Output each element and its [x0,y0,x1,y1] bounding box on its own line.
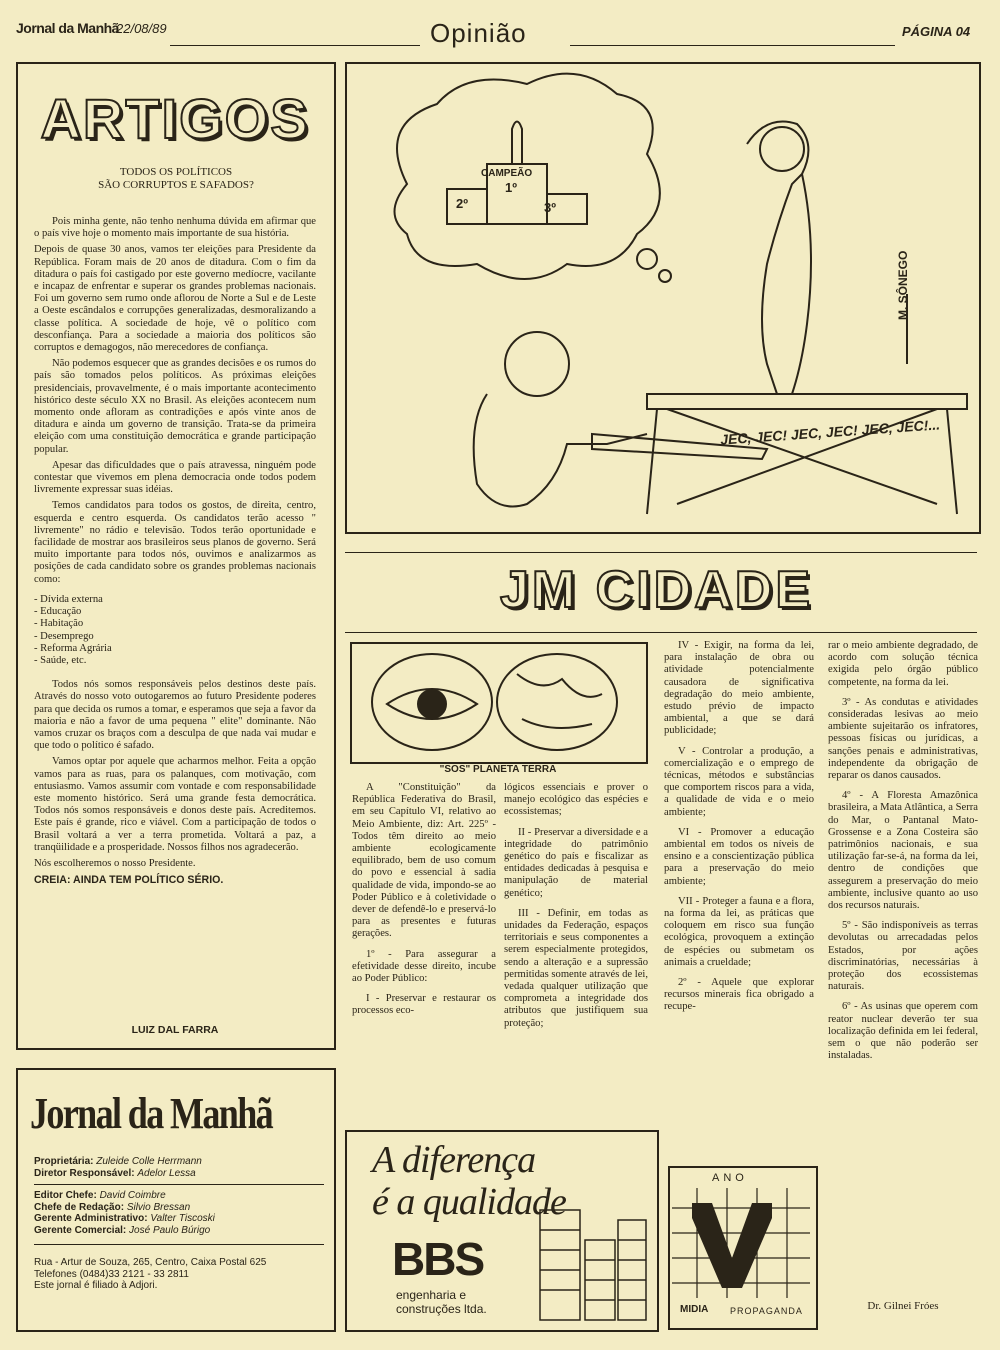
podium-figure [512,122,522,165]
globe-right [497,654,617,750]
credit-line [34,1202,324,1214]
credit-line [34,1156,324,1168]
column-paragraph: VII - Proteger a fauna e a flora, na forma da lei, as práticas que coloquem em risco sua função ecológica, provoquem a extinção de espécies ou submetam os animais a crueldade; [664,895,814,968]
artigos-paragraph: Não podemos esquecer que as grandes decisões e os rumos do país são tomados pelos políticos. As próximas eleições presidenciais, provavelmente, é o mais importante acontecimento histórico deste século XX no Brasil. As eleições acontecem num momento onde afloram as contradições e após vinte anos de ditadura e ainda um governo de transição. Trata-se da primeira eleição com uma constituição democrática e grande participação popular. [34,358,316,455]
header-date: 22/08/89 [116,21,167,36]
podium-number: 3º [544,200,556,215]
column-paragraph: III - Definir, em todas as unidades da Federação, espaços territoriais e seus componentes a serem especialmente protegidos, sendo a alteração e a supressão permitidas somente através de lei, vedada qualquer utilização que comprometa a integridade dos atributos que justifiquem sua proteção; [504,907,648,1029]
column-paragraph: A "Constituição" da República Federativa do Brasil, em seu Capítulo VI, relativo ao Meio Ambiente, diz: Art. 225º - Todos têm direito ao meio ambiente ecologicamente equilibrado, bem de uso comum do povo e essencial à sadia qualidade de vida, impondo-se ao Poder Público e à coletividade o dever de defendê-lo e preservá-lo para as presentes e futuras gerações. [352,782,496,940]
credit-label: Diretor Responsável: [34,1167,135,1179]
ad-midia-sub: PROPAGANDA [730,1306,803,1316]
tiger-head [760,127,804,171]
list-item: - Educação [34,606,82,618]
ad-bbs-headline: A diferença [372,1139,536,1181]
continents [517,674,602,728]
ad-bbs-skyline [490,1200,650,1324]
column-paragraph: IV - Exigir, na forma da lei, para instalação de obra ou atividade potencialmente causadora de significativa degradação do meio ambiente, estudo prévio de impacto ambiental, a que se dará publicidade; [664,640,814,737]
divider [34,1184,324,1185]
cidade-column-3 [664,640,814,1022]
address-line: Rua - Artur de Souza, 265, Centro, Caixa Postal 625 [34,1257,267,1268]
header-logo: Jornal da Manhã [16,20,119,36]
artigos-paragraph: Apesar das dificuldades que o país atravessa, ninguém pode contestar que vivemos em plena democracia onde todos podem livremente expressar suas idéias. [34,459,316,496]
thought-bubble [659,270,671,282]
artigos-paragraph: Pois minha gente, não tenho nenhuma dúvida em afirmar que o país vive hoje o momento mais importante de sua história. [34,216,316,240]
saw-text: JEC, JEC! JEC, JEC! JEC, JEC!... [719,416,941,448]
ad-bbs-headline: é a qualidade [372,1181,566,1223]
credit-line [34,1168,324,1180]
cidade-rule [345,632,977,633]
credit-value: José Paulo Búrigo [129,1224,211,1236]
column-paragraph: rar o meio ambiente degradado, de acordo com solução técnica exigida pelo órgão público competente, na forma da lei. [828,640,978,688]
section-title: Opinião [430,18,527,48]
column-paragraph: V - Controlar a produção, a comercialização e o emprego de técnicas, métodos e substâncias que comportem riscos para a vida, a qualidade de vida e o meio ambiente; [664,745,814,818]
ad-bbs-brand: BBS [392,1233,484,1285]
cidade-column-1 [352,782,496,1026]
credit-value: David Coimbre [99,1190,166,1201]
podium-number: 1º [505,180,517,195]
ad-midia-ano: ANO [712,1172,748,1184]
column-paragraph: 4º - A Floresta Amazônica brasileira, a Mata Atlântica, a Serra do Mar, o Pantanal Mato-Grossense e a Zona Costeira são patrimônios nacionais, e sua utilização far-se-á, na forma da lei, dentro de condições que assegurem a preservação do meio ambiente, inclusive quanto ao uso dos recursos naturais. [828,790,978,912]
credit-line [34,1225,324,1237]
credit-value: Adelor Lessa [137,1167,196,1179]
masthead-title: Jornal da Manhã [30,1089,273,1138]
list-item: - Desemprego [34,630,94,642]
ad-midia-logo [672,1188,810,1298]
credit-value: Zuleide Colle Herrmann [96,1156,202,1167]
ad-bbs-sub: engenharia e [396,1288,467,1302]
cartoon-signature: M. SÔNEGO [896,250,910,320]
artigos-paragraph: Vamos optar por aquele que acharmos melhor. Feita a opção vamos para as ruas, para os palanques, com motivação, com entusiasmo. Vamos assumir com vontade e com responsabilidade este momento histórico. Será uma grande festa democrática. Todos nós somos responsáveis e donos deste país. Acreditemos. Este país é grande, rico e viável. Com a participação de todos o Brasil voltará a ver a terra prometida. Voltará a paz, a tranqüilidade e a prosperidade. Nossos filhos nos agradecerão. [34,756,316,853]
artigos-author: LUIZ DAL FARRA [131,1024,219,1036]
cidade-title: JM CIDADE [500,561,814,619]
pupil [418,690,446,718]
artigos-paragraph: Nós escolheremos o nosso Presidente. [34,857,196,869]
divider [34,1244,324,1245]
column-paragraph: 5º - São indisponíveis as terras devolutas ou arrecadadas pelos Estados, por ações discriminatórias, necessárias à proteção dos ecossistemas naturais. [828,920,978,993]
credit-line [34,1190,324,1202]
sos-caption: "SOS" PLANETA TERRA [439,764,557,775]
credit-value: Silvio Bressan [126,1201,191,1213]
man-head [505,332,569,396]
header-rule-right [570,45,895,46]
credit-value: Valter Tiscoski [150,1213,215,1224]
artigos-heading [28,166,324,192]
column-paragraph: 1º - Para assegurar a efetividade desse direito, incube ao Poder Público: [352,948,496,985]
tiger-body [747,122,811,395]
column-paragraph: 6º - As usinas que operem com reator nuclear deverão ter sua localização definida em lei federal, sem o que não poderão ser instaladas. [828,1001,978,1062]
artigos-body [34,216,316,890]
artigos-heading-line: TODOS OS POLÍTICOS [119,166,233,178]
ad-midia-brand: MIDIA [680,1304,709,1315]
artigos-paragraph: Todos nós somos responsáveis pelos destinos deste país. Através do nosso voto outogaremos ao futuro Presidente poderes para que decida os rumos a tomar, e esperamos que seja a favor da maioria e não a favor de uma pequena " elite" dominante. Não vamos cruzar os braços com a desculpa de que nada vai mudar e que todo o político é safado. [34,679,316,752]
credit-label: Gerente Administrativo: [34,1213,148,1224]
artigos-title: ARTIGOS [40,87,310,150]
artigos-paragraph: Depois de quase 30 anos, vamos ter eleições para Presidente da República. Foram mais de 20 anos de ditadura. Com o fim da ditadura o país foi castigado por este governo medíocre, vacilante e incapaz de enfrentar e superar os grandes problemas nacionais. Foi um governo sem rumo onde aflorou de Norte a Sul e de Leste a Oeste escândalos e corrupções generalizadas, desmoralizando a classe política. A sociedade de hoje, vê o político com desconfiança. Para a sociedade a maioria dos políticos são corruptos e demagogos, não merecedores de confiança. [34,244,316,354]
credit-line [34,1213,324,1225]
column-paragraph: VI - Promover a educação ambiental em todos os níveis de ensino e a conscientização pública para a preservação do meio ambiente; [664,826,814,887]
credit-label: Gerente Comercial: [34,1224,127,1236]
artigos-heading-line: SÃO CORRUPTOS E SAFADOS? [98,179,254,191]
address-line: Telefones (0484)33 2121 - 33 2811 [34,1268,189,1280]
table [647,394,967,514]
address-line: Este jornal é filiado à Adjori. [34,1280,158,1291]
ad-bbs-sub: construções ltda. [396,1302,487,1316]
cidade-rule [345,552,977,553]
artigos-list [34,594,316,667]
page-number: PÁGINA 04 [902,24,971,39]
ad-midia-mark [692,1203,772,1288]
column-paragraph: I - Preservar e restaurar os processos eco- [352,993,496,1017]
list-item: - Saúde, etc. [34,654,87,666]
column-paragraph: lógicos essenciais e prover o manejo ecológico das espécies e ecossistemas; [504,782,648,818]
masthead-credits [34,1156,324,1292]
thought-bubble [637,249,657,269]
podium-label: CAMPEÃO [481,168,533,179]
credit-label: Proprietária: [34,1156,94,1167]
credit-label: Chefe de Redação: [34,1201,125,1213]
header-rule-left [170,45,420,46]
credit-label: Editor Chefe: [34,1190,97,1201]
podium-number: 2º [456,196,468,211]
column-paragraph: 2º - Aquele que explorar recursos minerais fica obrigado a recupe- [664,977,814,1013]
sos-illustration [352,644,642,758]
list-item: - Habitação [34,618,84,630]
column-paragraph: 3º - As condutas e atividades consideradas lesivas ao meio ambiente sujeitarão os infratores, pessoas físicas ou jurídicas, a sanções penais e administrativas, independente da obrigação de reparar os danos causados. [828,696,978,782]
artigos-paragraph: Temos candidatos para todos os gostos, de direita, centro, esquerda e centro esquerda. Os candidatos terão acesso " livremente" no rádio e televisão. Todos terão oportunidade e facilidade de mostrar aos brasileiros seus planos de governo. Será muito importante para todos nós, ouvimos e analizarmos as posições de cada candidato sobre os grandes problemas nacionais como: [34,500,316,585]
list-item: - Dívida externa [34,593,103,605]
cidade-column-4 [828,640,978,1071]
list-item: - Reforma Agrária [34,642,112,654]
cidade-column-2 [504,782,648,1038]
column-paragraph: II - Preservar a diversidade e a integridade do patrimônio genético do país e fiscalizar as entidades dedicadas à pesquisa e manipulação de material genético; [504,826,648,899]
cartoon-illustration [347,64,977,530]
artigos-closing: CREIA: AINDA TEM POLÍTICO SÉRIO. [34,874,224,887]
cidade-author: Dr. Gilnei Fróes [867,1300,939,1312]
